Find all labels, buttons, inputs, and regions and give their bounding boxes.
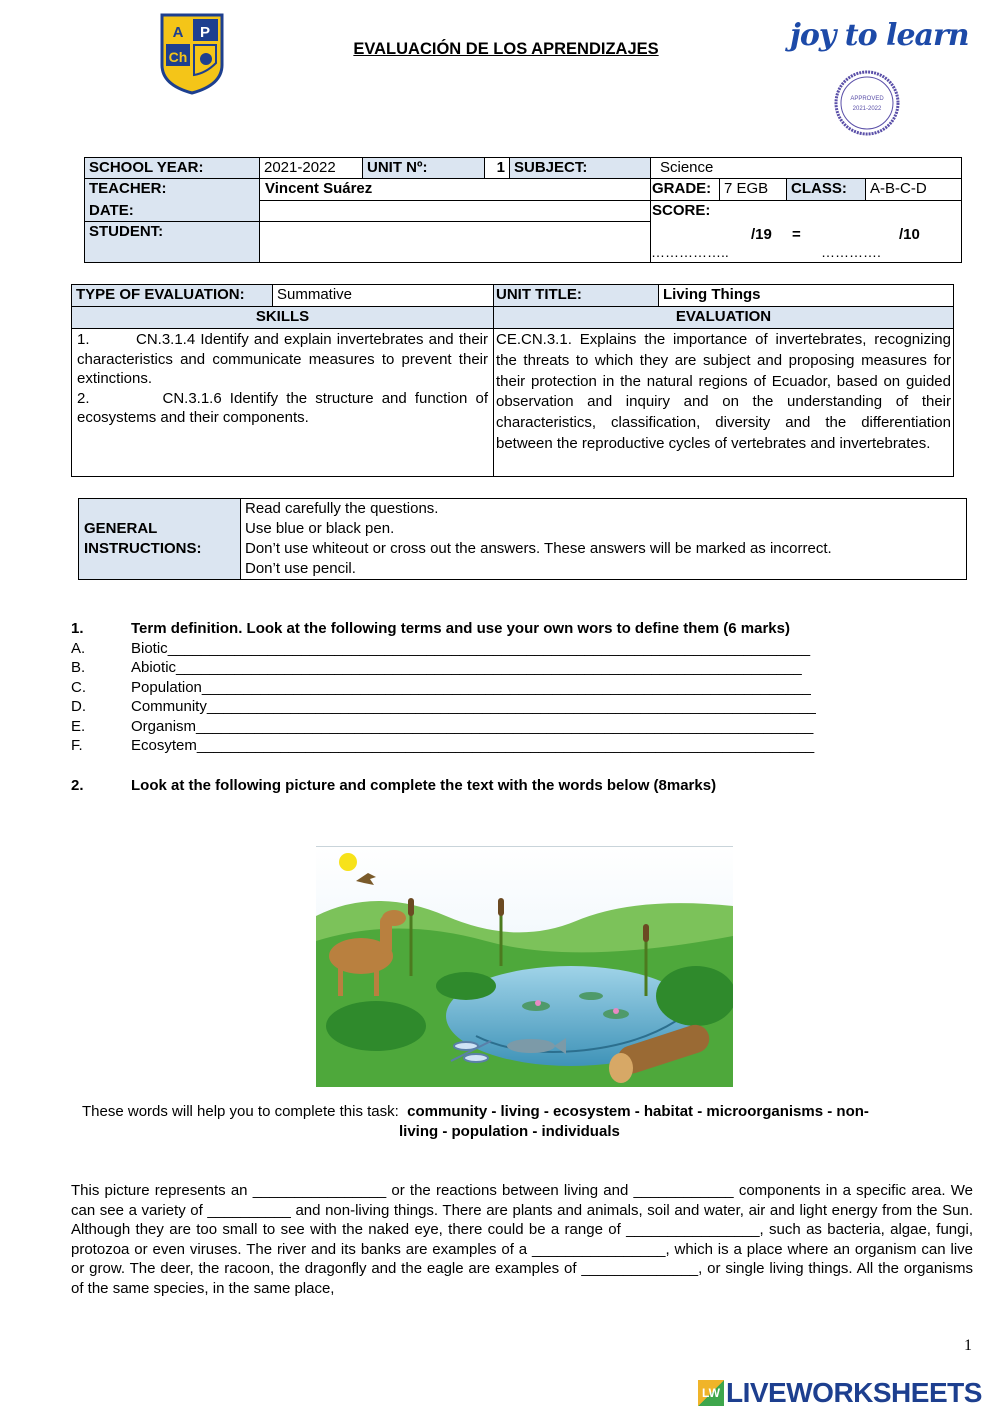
term-population[interactable]: C. Population_________________________________________________________________________: [71, 678, 811, 696]
evaluation-criteria: CE.CN.3.1. Explains the importance of invertebrates, recognizing the threats to which they are subject and proposing measures for their protection in the natural regions of Ecuador, based on guided observation and inquiry and on the understanding of their characteristics, classification, diversity and the differentiation between the reproductive cycles of vertebrates and invertebrates.: [494, 329, 954, 477]
liveworksheets-brand: LIVEWORKSHEETS: [726, 1377, 982, 1408]
question-1-heading: 1. Term definition. Look at the following terms and use your own wors to define them (6 marks): [71, 620, 790, 637]
instructions-label: GENERAL INSTRUCTIONS:: [79, 499, 241, 580]
term-abiotic[interactable]: B. Abiotic___________________________________________________________________________: [71, 659, 802, 676]
subject-value: Science: [651, 158, 962, 179]
svg-text:A: A: [172, 24, 184, 41]
score-out-of-19: /19: [751, 225, 772, 243]
date-label: DATE:: [85, 201, 260, 222]
liveworksheets-logo: [698, 1378, 982, 1408]
evaluation-table: [71, 284, 954, 477]
ecosystem-picture: [316, 846, 733, 1087]
unit-label: UNIT Nº:: [363, 158, 485, 179]
evaluation-header: EVALUATION: [494, 307, 954, 329]
class-value: A-B-C-D: [866, 179, 962, 201]
term-community[interactable]: D. Community_________________________________________________________________________: [71, 698, 816, 715]
sun-icon: [339, 853, 357, 871]
question-2-heading: 2. Look at the following picture and complete the text with the words below (8marks): [71, 777, 717, 794]
approval-seal: [834, 70, 900, 136]
unit-title-label: UNIT TITLE:: [494, 285, 659, 307]
svg-text:2021-2022: 2021-2022: [852, 106, 882, 112]
skills-header: SKILLS: [72, 307, 494, 329]
subject-label: SUBJECT:: [510, 158, 651, 179]
type-of-evaluation-value: Summative: [273, 285, 494, 307]
score-label: SCORE:: [651, 201, 962, 222]
teacher-value: Vincent Suárez: [260, 179, 651, 201]
type-of-evaluation-label: TYPE OF EVALUATION:: [72, 285, 273, 307]
score-dots-b: ………….: [821, 243, 881, 260]
unit-value: 1: [485, 158, 510, 179]
term-ecosystem[interactable]: F. Ecosytem__________________________________________________________________________: [71, 737, 815, 754]
info-table: [84, 157, 962, 263]
word-bank-words-cont: living - population - individuals: [399, 1123, 620, 1140]
instruction-item: Don’t use whiteout or cross out the answers. These answers will be marked as incorrect.: [245, 540, 832, 557]
unit-title-value: Living Things: [659, 285, 954, 307]
school-year-value: 2021-2022: [260, 158, 363, 179]
fill-in-paragraph[interactable]: This picture represents an ________________ or the reactions between living and ____________ components in a specific area. We can see a variety of __________ and non-living things. There are plants and animals, soil and water, air and light energy from the Sun. Although they are too small to see with the naked eye, there could be a range of ________________, such as bacteria, algae, fungi, protozoa or even viruses. The river and its banks are examples of a ________________, which is a place where an organism can live or grow. The deer, the racoon, the dragonfly and the eagle are examples of ______________, or single living things. All the organisms of the same species, in the same place,: [71, 1182, 973, 1297]
student-label: STUDENT:: [85, 222, 260, 263]
svg-text:APPROVED: APPROVED: [850, 96, 884, 102]
svg-text:P: P: [199, 24, 211, 41]
student-field[interactable]: [260, 222, 651, 263]
instructions-table: [78, 498, 967, 580]
score-equals: =: [792, 225, 801, 243]
teacher-label: TEACHER:: [85, 179, 260, 201]
word-bank-intro: These words will help you to complete this task:: [82, 1103, 399, 1120]
lw-square-icon: LW: [698, 1380, 724, 1406]
score-field[interactable]: [651, 222, 962, 263]
skill-2: 2. CN.3.1.6 Identify the structure and function of ecosystems and their components.: [77, 389, 488, 426]
school-year-label: SCHOOL YEAR:: [85, 158, 260, 179]
word-bank: [82, 1102, 982, 1142]
brand-logo: joy to learn: [790, 18, 969, 53]
instruction-item: Don’t use pencil.: [245, 560, 356, 577]
term-biotic[interactable]: A. Biotic_____________________________________________________________________________: [71, 639, 811, 657]
page-title: EVALUACIÓN DE LOS APRENDIZAJES: [353, 40, 659, 58]
score-dots-a: ……………..: [651, 243, 729, 260]
term-organism[interactable]: E. Organism__________________________________________________________________________: [71, 717, 814, 735]
svg-text:Ch: Ch: [168, 49, 188, 65]
skills-cell: [72, 329, 494, 477]
date-field[interactable]: [260, 201, 651, 222]
instructions-list: [241, 499, 967, 580]
word-bank-words: community - living - ecosystem - habitat - microorganisms - non-: [407, 1103, 869, 1120]
skill-1: 1. CN.3.1.4 Identify and explain invertebrates and their characteristics and communicate measures to prevent their extinctions.: [77, 331, 488, 387]
instruction-item: Use blue or black pen.: [245, 520, 395, 537]
grade-value: 7 EGB: [720, 179, 787, 201]
instruction-item: Read carefully the questions.: [245, 500, 439, 517]
grade-label: GRADE:: [651, 179, 720, 201]
score-out-of-10: /10: [899, 225, 920, 243]
class-label: CLASS:: [787, 179, 866, 201]
page-number: 1: [964, 1337, 972, 1354]
